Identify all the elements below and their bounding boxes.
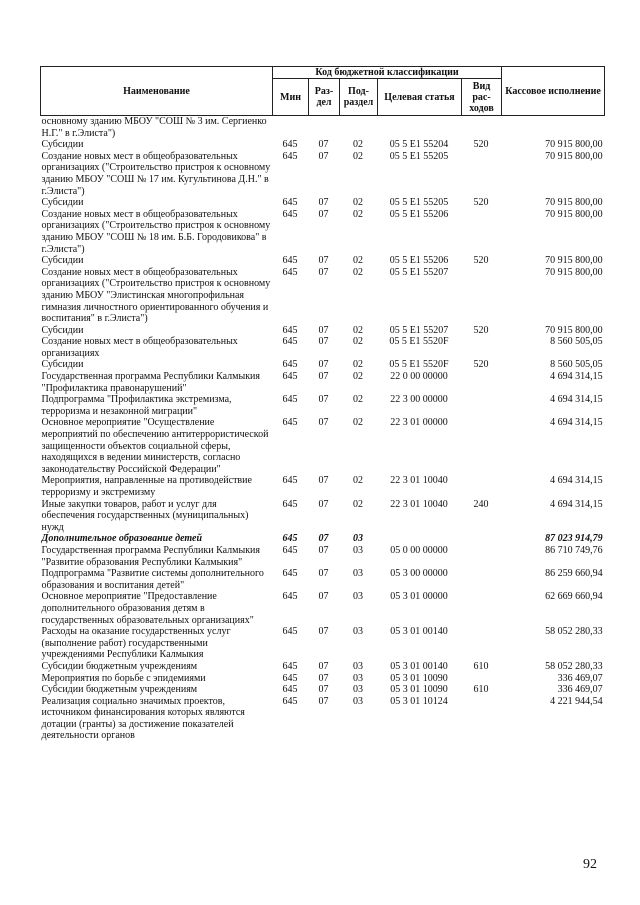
cell-razdel: 07 — [318, 568, 329, 580]
cell-target: 05 3 00 00000 — [390, 568, 448, 580]
cell-vid — [462, 568, 502, 591]
cell-podrazdel: 02 — [353, 197, 363, 209]
cell-razdel: 07 — [318, 626, 329, 638]
cell-podrazdel: 02 — [353, 371, 363, 383]
cell-razdel: 07 — [318, 394, 329, 406]
cell-target: 22 3 00 00000 — [390, 394, 448, 406]
cell-target — [378, 116, 462, 140]
cell-kassa: 70 915 800,00 — [545, 139, 603, 151]
cell-vid — [462, 533, 502, 545]
table-row — [41, 151, 605, 197]
cell-target: 05 3 01 00000 — [390, 591, 448, 603]
cell-name: Субсидии — [41, 197, 84, 209]
cell-name: Подпрограмма "Профилактика экстремизма, терроризма и незаконной миграции" — [41, 394, 232, 417]
cell-vid: 610 — [473, 660, 489, 672]
table-row — [41, 255, 605, 267]
cell-min: 645 — [282, 266, 298, 278]
cell-name: Субсидии — [41, 255, 84, 267]
table-row — [41, 359, 605, 371]
table-row — [41, 661, 605, 673]
cell-razdel: 07 — [318, 371, 329, 383]
header-min: Мин — [273, 79, 309, 116]
table-row — [41, 139, 605, 151]
table-body — [41, 116, 605, 743]
cell-razdel: 07 — [318, 672, 329, 684]
cell-kassa: 62 669 660,94 — [545, 591, 603, 603]
cell-target: 05 3 01 00140 — [390, 626, 448, 638]
cell-target: 05 5 E1 55207 — [389, 324, 449, 336]
cell-vid — [462, 371, 502, 394]
cell-name: Создание новых мест в общеобразовательных организациях ("Строительство пристроя к основному зданию МБОУ "СОШ № 17 им. Кугультинова Д.Н." в г.Элиста") — [41, 150, 271, 197]
cell-podrazdel: 02 — [353, 255, 363, 267]
cell-kassa: 86 259 660,94 — [545, 568, 603, 580]
cell-kassa: 4 694 314,15 — [550, 498, 603, 510]
cell-target: 05 5 E1 55205 — [389, 150, 449, 162]
cell-name: Создание новых мест в общеобразовательных организациях ("Строительство пристроя к основному зданию МБОУ "СОШ № 18 им. Б.Б. Городовикова" в г.Элиста") — [41, 208, 271, 255]
table-row — [41, 696, 605, 742]
cell-kassa: 4 694 314,15 — [550, 417, 603, 429]
cell-podrazdel: 02 — [353, 266, 363, 278]
cell-name: Субсидии — [41, 359, 84, 371]
cell-vid — [462, 673, 502, 685]
cell-razdel: 07 — [318, 544, 329, 556]
header-kassa: Кассовое исполнение — [502, 67, 605, 116]
header-target: Целевая статья — [378, 79, 462, 116]
cell-podrazdel: 03 — [353, 672, 363, 684]
cell-name: Субсидии — [41, 139, 84, 151]
cell-target: 05 5 E1 5520F — [389, 359, 449, 371]
table-row — [41, 591, 605, 626]
cell-podrazdel: 02 — [353, 417, 363, 429]
cell-name: Субсидии бюджетным учреждениям — [41, 684, 198, 696]
cell-name: Создание новых мест в общеобразовательных организациях ("Строительство пристроя к основному зданию МБОУ "Элистинская многопрофильная гимназия личностного ориентированного обучения и воспитания" в г.Элиста") — [41, 266, 271, 325]
cell-name: Субсидии — [41, 324, 84, 336]
cell-kassa: 4 694 314,15 — [550, 475, 603, 487]
cell-name: Основное мероприятие "Предоставление дополнительного образования детям в государственных образовательных организациях" — [41, 591, 254, 626]
cell-vid: 520 — [473, 324, 489, 336]
cell-target: 05 3 01 00140 — [390, 660, 448, 672]
cell-podrazdel: 03 — [353, 660, 363, 672]
cell-name: Субсидии бюджетным учреждениям — [41, 660, 198, 672]
budget-table — [40, 66, 605, 742]
cell-vid: 610 — [473, 684, 489, 696]
cell-name: Подпрограмма "Развитие системы дополнительного образования и воспитания детей" — [41, 568, 264, 591]
cell-podrazdel: 02 — [353, 498, 363, 510]
cell-podrazdel — [340, 116, 378, 140]
cell-min: 645 — [282, 475, 298, 487]
table-row — [41, 684, 605, 696]
cell-kassa: 336 469,07 — [557, 684, 603, 696]
cell-name: основному зданию МБОУ "СОШ № 3 им. Сергиенко Н.Г." в г.Элиста") — [41, 116, 267, 139]
cell-vid — [462, 267, 502, 325]
header-vid: Вид рас-ходов — [462, 79, 502, 116]
cell-kassa: 87 023 914,79 — [545, 533, 603, 545]
cell-min: 645 — [282, 336, 298, 348]
cell-kassa — [502, 116, 605, 140]
cell-vid — [462, 394, 502, 417]
cell-podrazdel: 02 — [353, 139, 363, 151]
cell-target: 22 3 01 10040 — [390, 498, 448, 510]
cell-vid: 520 — [473, 139, 489, 151]
cell-min: 645 — [282, 417, 298, 429]
cell-kassa: 70 915 800,00 — [545, 266, 603, 278]
cell-kassa: 86 710 749,76 — [545, 544, 603, 556]
cell-razdel: 07 — [318, 336, 329, 348]
cell-kassa: 70 915 800,00 — [545, 255, 603, 267]
cell-min: 645 — [282, 371, 298, 383]
cell-razdel: 07 — [318, 139, 329, 151]
cell-target: 05 5 E1 55205 — [389, 197, 449, 209]
cell-razdel: 07 — [318, 684, 329, 696]
cell-razdel: 07 — [318, 591, 329, 603]
cell-kassa: 8 560 505,05 — [550, 336, 603, 348]
cell-target: 05 5 E1 55206 — [389, 208, 449, 220]
cell-min: 645 — [282, 684, 298, 696]
table-row — [41, 394, 605, 417]
cell-target: 22 3 01 00000 — [390, 417, 448, 429]
table-row — [41, 209, 605, 255]
cell-min: 645 — [282, 533, 298, 545]
cell-name: Создание новых мест в общеобразовательных организациях — [41, 336, 238, 359]
cell-target: 05 3 01 10090 — [390, 672, 448, 684]
cell-target: 05 5 E1 55204 — [389, 139, 449, 151]
cell-target: 22 0 00 00000 — [390, 371, 448, 383]
cell-vid — [462, 151, 502, 197]
cell-razdel: 07 — [318, 266, 329, 278]
cell-razdel: 07 — [318, 324, 329, 336]
cell-name: Иные закупки товаров, работ и услуг для обеспечения государственных (муниципальных) нужд — [41, 498, 249, 533]
cell-podrazdel: 02 — [353, 208, 363, 220]
cell-target — [378, 533, 462, 545]
cell-kassa: 4 694 314,15 — [550, 394, 603, 406]
table-row — [41, 197, 605, 209]
cell-min: 645 — [282, 255, 298, 267]
cell-podrazdel: 03 — [353, 626, 363, 638]
cell-vid — [462, 209, 502, 255]
cell-min: 645 — [282, 150, 298, 162]
header-razdel: Раз-дел — [309, 79, 340, 116]
table-row — [41, 267, 605, 325]
cell-name: Основное мероприятие "Осуществление мероприятий по обеспечению антитеррористической защищенности объектов социальной сферы, находящихся в ведении министерств, согласно законодательству Российской Федерации" — [41, 417, 269, 475]
cell-min: 645 — [282, 568, 298, 580]
cell-vid — [462, 626, 502, 661]
cell-min: 645 — [282, 544, 298, 556]
cell-target: 22 3 01 10040 — [390, 475, 448, 487]
cell-name: Государственная программа Республики Калмыкия "Развитие образования Республики Калмыкия" — [41, 544, 261, 568]
page-number: 92 — [583, 857, 597, 872]
cell-podrazdel: 02 — [353, 336, 363, 348]
header-code-group: Код бюджетной классификации — [273, 67, 502, 79]
table-row — [41, 568, 605, 591]
cell-razdel: 07 — [318, 197, 329, 209]
cell-min: 645 — [282, 324, 298, 336]
cell-razdel: 07 — [318, 660, 329, 672]
cell-name: Государственная программа Республики Калмыкия "Профилактика правонарушений" — [41, 371, 261, 394]
cell-name: Дополнительное образование детей — [41, 533, 203, 545]
cell-min — [273, 116, 309, 140]
cell-vid — [462, 116, 502, 140]
cell-min: 645 — [282, 394, 298, 406]
cell-kassa: 58 052 280,33 — [545, 626, 603, 638]
cell-target: 05 5 E1 5520F — [389, 336, 449, 348]
table-row — [41, 336, 605, 359]
header-name: Наименование — [41, 67, 273, 116]
cell-podrazdel: 02 — [353, 150, 363, 162]
cell-razdel: 07 — [318, 695, 329, 707]
table-row — [41, 371, 605, 394]
cell-target: 05 5 E1 55206 — [389, 255, 449, 267]
cell-min: 645 — [282, 359, 298, 371]
table-row — [41, 116, 605, 140]
cell-target: 05 3 01 10090 — [390, 684, 448, 696]
cell-min: 645 — [282, 197, 298, 209]
cell-min: 645 — [282, 139, 298, 151]
cell-kassa: 4 694 314,15 — [550, 371, 603, 383]
cell-razdel: 07 — [318, 475, 329, 487]
cell-min: 645 — [282, 660, 298, 672]
cell-vid — [462, 545, 502, 568]
cell-kassa: 70 915 800,00 — [545, 208, 603, 220]
cell-vid: 520 — [473, 197, 489, 209]
cell-podrazdel: 02 — [353, 394, 363, 406]
table-header — [41, 67, 605, 116]
cell-razdel: 07 — [318, 417, 329, 429]
cell-min: 645 — [282, 695, 298, 707]
cell-podrazdel: 03 — [353, 533, 363, 545]
cell-name: Реализация социально значимых проектов, источником финансирования которых являются дотации (гранты) за достижение показателей деятельности органов — [41, 695, 245, 742]
cell-kassa: 58 052 280,33 — [545, 660, 603, 672]
cell-min: 645 — [282, 208, 298, 220]
cell-vid: 520 — [473, 255, 489, 267]
cell-razdel: 07 — [318, 498, 329, 510]
cell-vid — [462, 591, 502, 626]
cell-podrazdel: 02 — [353, 475, 363, 487]
cell-kassa: 70 915 800,00 — [545, 324, 603, 336]
cell-podrazdel: 03 — [353, 684, 363, 696]
cell-razdel — [309, 116, 340, 140]
cell-podrazdel: 03 — [353, 568, 363, 580]
cell-min: 645 — [282, 672, 298, 684]
cell-kassa: 4 221 944,54 — [550, 695, 603, 707]
table-row — [41, 325, 605, 337]
cell-podrazdel: 02 — [353, 324, 363, 336]
cell-kassa: 70 915 800,00 — [545, 150, 603, 162]
cell-vid — [462, 336, 502, 359]
cell-podrazdel: 03 — [353, 544, 363, 556]
cell-target: 05 0 00 00000 — [390, 544, 448, 556]
cell-vid: 240 — [473, 498, 489, 510]
table-row — [41, 417, 605, 475]
cell-target: 05 3 01 10124 — [390, 695, 448, 707]
table-row — [41, 475, 605, 498]
cell-podrazdel: 03 — [353, 695, 363, 707]
header-podrazdel: Под-раздел — [340, 79, 378, 116]
cell-kassa: 8 560 505,05 — [550, 359, 603, 371]
cell-razdel: 07 — [318, 150, 329, 162]
cell-vid — [462, 475, 502, 498]
table-row — [41, 626, 605, 661]
cell-kassa: 336 469,07 — [557, 672, 603, 684]
cell-name: Мероприятия по борьбе с эпидемиями — [41, 672, 206, 684]
cell-vid — [462, 417, 502, 475]
cell-kassa: 70 915 800,00 — [545, 197, 603, 209]
table-row — [41, 545, 605, 568]
cell-razdel: 07 — [318, 359, 329, 371]
table-row — [41, 673, 605, 685]
cell-podrazdel: 03 — [353, 591, 363, 603]
cell-min: 645 — [282, 498, 298, 510]
cell-name: Мероприятия, направленные на противодействие терроризму и экстремизму — [41, 475, 252, 498]
cell-target: 05 5 E1 55207 — [389, 266, 449, 278]
cell-vid — [462, 696, 502, 742]
table-row — [41, 533, 605, 545]
cell-podrazdel: 02 — [353, 359, 363, 371]
cell-min: 645 — [282, 626, 298, 638]
cell-vid: 520 — [473, 359, 489, 371]
cell-min: 645 — [282, 591, 298, 603]
cell-name: Расходы на оказание государственных услуг (выполнение работ) государственными учреждениями Республики Калмыкия — [41, 626, 231, 661]
cell-razdel: 07 — [318, 208, 329, 220]
cell-razdel: 07 — [318, 255, 329, 267]
table-row — [41, 499, 605, 534]
cell-razdel: 07 — [318, 533, 329, 545]
